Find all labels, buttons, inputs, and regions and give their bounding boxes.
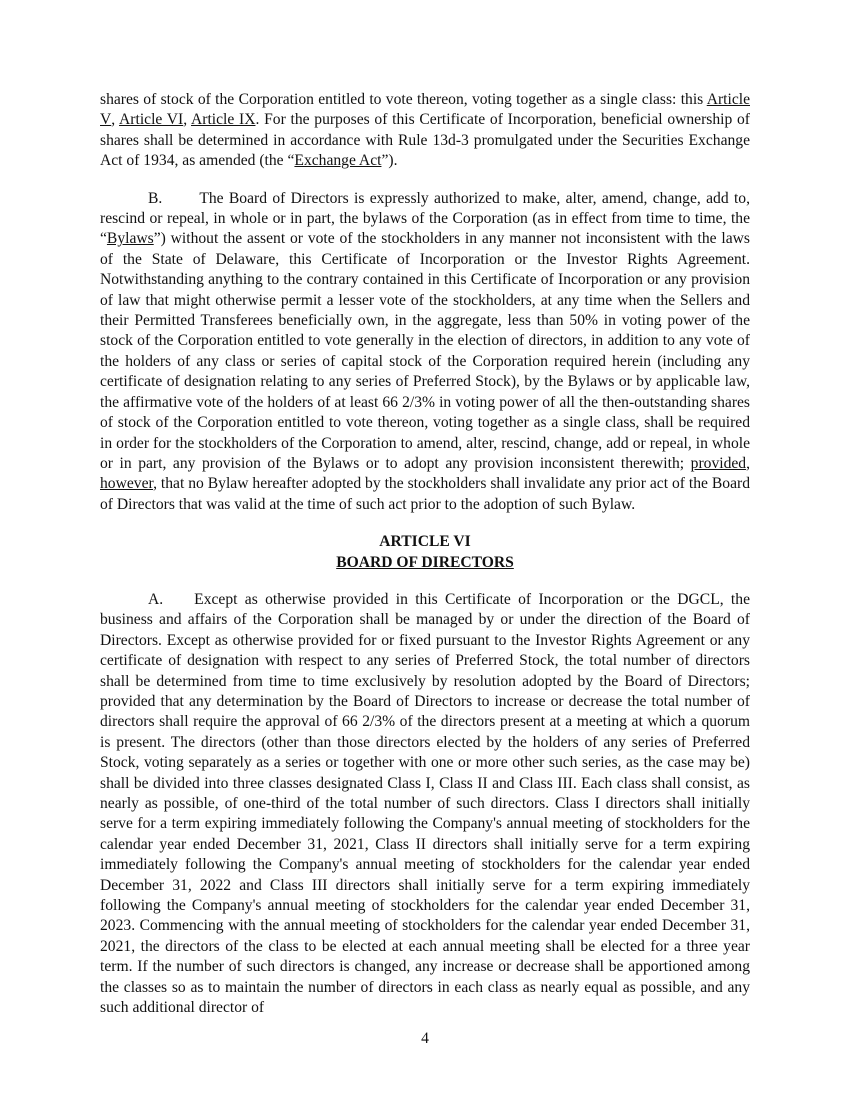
- article-title: BOARD OF DIRECTORS: [336, 553, 514, 571]
- text-run: Except as otherwise provided in this Certificate of Incorporation or the DGCL, the business and affairs of the Corporation shall be managed by or under the direction of the Board of Directors. Except as otherwise provided for or fixed pursuant to the Investor Rights Agreement or any certificate of designation with respect to any series of Preferred Stock, the total number of directors shall be determined from time to time exclusively by resolution adopted by the Board of Directors; provided that any determination by the Board of Directors to increase or decrease the total number of directors shall require the approval of 66 2/3% of the directors present at a meeting at which a quorum is present. The directors (other than those directors elected by the holders of any series of Preferred Stock, voting separately as a series or together with one or more other such series, as the case may be) shall be divided into three classes designated Class I, Class II and Class III. Each class shall consist, as nearly as possible, of one-third of the total number of such directors. Class I directors shall initially serve for a term expiring immediately following the Company's annual meeting of stockholders for the calendar year ended December 31, 2021, Class II directors shall initially serve for a term expiring immediately following the Company's annual meeting of stockholders for the calendar year ended December 31, 2022 and Class III directors shall initially serve for a term expiring immediately following the Company's annual meeting of stockholders for the calendar year ended December 31, 2023. Commencing with the annual meeting of stockholders for the calendar year ended December 31, 2021, the directors of the class to be elected at each annual meeting shall be elected for a three year term. If the number of such directors is changed, any increase or decrease shall be apportioned among the classes so as to maintain the number of directors in each class as nearly equal as possible, and any such additional director of: [100, 590, 750, 1017]
- paragraph-a: [100, 590, 750, 1019]
- text-run: , that no Bylaw hereafter adopted by the stockholders shall invalidate any prior act of the Board of Directors that was valid at the time of such act prior to the adoption of such Bylaw.: [100, 475, 750, 513]
- text-run: ”).: [381, 152, 398, 170]
- text-run: The Board of Directors is expressly authorized to make, alter, amend, change, add to, rescind or repeal, in whole or in part, the bylaws of the Corporation (as in effect from time to time, the “: [100, 189, 750, 248]
- defined-term-bylaws: Bylaws: [106, 230, 154, 248]
- article-v-reference: Article V: [100, 91, 750, 129]
- article-vi-reference: Article VI: [119, 111, 184, 129]
- article-ix-reference: Article IX: [191, 111, 256, 129]
- article-heading: [100, 532, 750, 573]
- paragraph-marker-a: A.: [148, 590, 164, 608]
- paragraph-marker-b: B.: [148, 189, 163, 207]
- paragraph-b: [100, 189, 750, 516]
- text-run: ,: [111, 111, 120, 129]
- defined-term-exchange-act: Exchange Act: [294, 152, 382, 170]
- provided-term: provided: [690, 454, 747, 472]
- text-run: . For the purposes of this Certificate of Incorporation, beneficial ownership of shares shall be determined in accordance with Rule 13d-3 promulgated under the Securities Exchange Act of 1934, as amended (the “: [100, 111, 751, 170]
- text-run: ”) without the assent or vote of the stockholders in any manner not inconsistent with the laws of the State of Delaware, this Certificate of Incorporation or the Investor Rights Agreement. Notwithstanding anything to the contrary contained in this Certificate of Incorporation or any provision of law that might otherwise permit a lesser vote of the stockholders, at any time when the Sellers and their Permitted Transferees beneficially own, in the aggregate, less than 50% in voting power of the stock of the Corporation entitled to vote generally in the election of directors, in addition to any vote of the holders of any class or series of capital stock of the Corporation required herein (including any certificate of designation relating to any series of Preferred Stock), by the Bylaws or by applicable law, the affirmative vote of the holders of at least 66 2/3% in voting power of all the then-outstanding shares of stock of the Corporation entitled to vote thereon, voting together as a single class, shall be required in order for the stockholders of the Corporation to amend, alter, rescind, change, add or repeal, in whole or in part, any provision of the Bylaws or to adopt any provision inconsistent therewith;: [100, 230, 750, 472]
- document-page: [100, 90, 750, 1035]
- however-term: however: [100, 475, 154, 493]
- text-run: ,: [183, 111, 191, 129]
- text-run: ,: [746, 454, 750, 472]
- paragraph-continuation: [100, 90, 750, 172]
- article-number: ARTICLE VI: [379, 533, 471, 551]
- page-number: 4: [421, 1030, 429, 1047]
- text-run: shares of stock of the Corporation entitled to vote thereon, voting together as a single class: this: [100, 91, 707, 108]
